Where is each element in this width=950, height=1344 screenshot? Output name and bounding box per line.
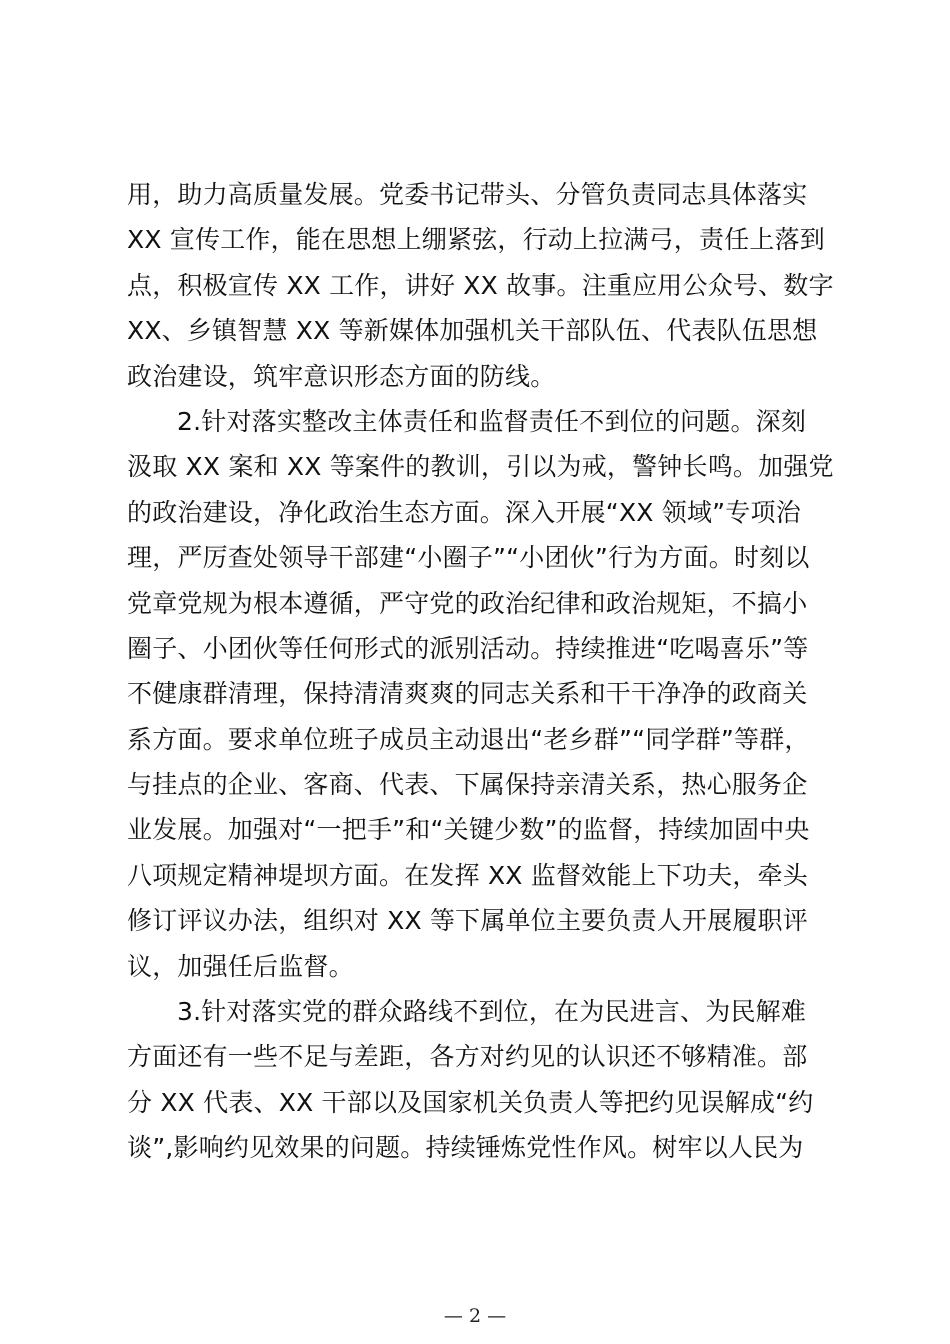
text-line: 汲取 XX 案和 XX 等案件的教训，引以为戒，警钟长鸣。加强党: [127, 452, 834, 482]
text-line: 分 XX 代表、XX 干部以及国家机关负责人等把约见误解成“约: [127, 1087, 814, 1117]
paragraph-first-line: 3.针对落实党的群众路线不到位，在为民进言、为民解难: [177, 997, 807, 1027]
text-line: 谈”,影响约见效果的问题。持续锤炼党性作风。树牢以人民为: [127, 1133, 804, 1163]
page-number: — 2 —: [443, 1305, 507, 1327]
text-line: 业发展。加强对“一把手”和“关键少数”的监督，持续加固中央: [127, 815, 810, 845]
text-line: 修订评议办法，组织对 XX 等下属单位主要负责人开展履职评: [127, 906, 808, 936]
text-line: 议，加强任后监督。: [127, 951, 354, 981]
text-line: XX 宣传工作，能在思想上绷紧弦，行动上拉满弓，责任上落到: [127, 225, 826, 255]
text-line: 不健康群清理，保持清清爽爽的同志关系和干干净净的政商关: [127, 679, 808, 709]
text-line: XX、乡镇智慧 XX 等新媒体加强机关干部队伍、代表队伍思想: [127, 316, 818, 346]
text-line: 政治建设，筑牢意识形态方面的防线。: [127, 361, 556, 391]
document-body: [127, 172, 835, 1171]
text-line: 圈子、小团伙等任何形式的派别活动。持续推进“吃喝喜乐”等: [127, 633, 809, 663]
text-line: 方面还有一些不足与差距，各方对约见的认识还不够精准。部: [127, 1042, 808, 1072]
paragraph-first-line: 2.针对落实整改主体责任和监督责任不到位的问题。深刻: [177, 406, 807, 436]
text-line: 点，积极宣传 XX 工作，讲好 XX 故事。注重应用公众号、数字: [127, 270, 834, 300]
text-line: 理，严厉查处领导干部建“小圈子”“小团伙”行为方面。时刻以: [127, 543, 810, 573]
text-line: 党章党规为根本遵循，严守党的政治纪律和政治规矩，不搞小: [127, 588, 808, 618]
text-line: 的政治建设，净化政治生态方面。深入开展“XX 领域”专项治: [127, 497, 801, 527]
text-line: 与挂点的企业、客商、代表、下属保持亲清关系，热心服务企: [127, 770, 808, 800]
text-line: 八项规定精神堤坝方面。在发挥 XX 监督效能上下功夫，牵头: [127, 860, 808, 890]
text-line: 用，助力高质量发展。党委书记带头、分管负责同志具体落实: [127, 180, 808, 209]
text-line: 系方面。要求单位班子成员主动退出“老乡群”“同学群”等群，: [127, 724, 810, 754]
